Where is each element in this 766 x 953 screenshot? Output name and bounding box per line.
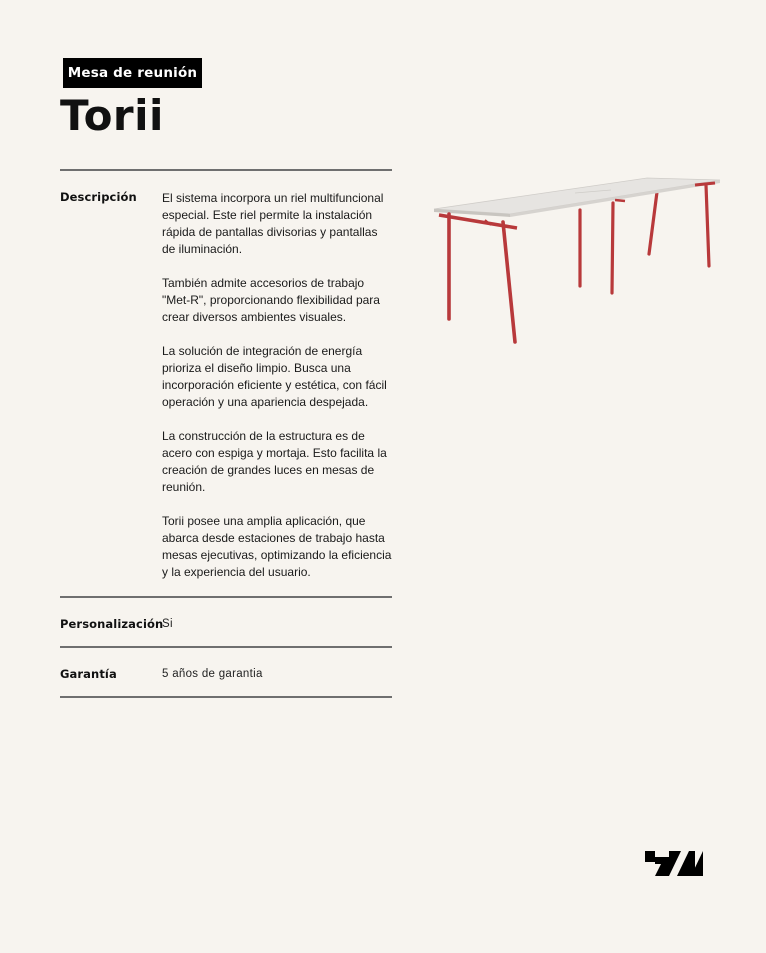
brand-logo-icon xyxy=(645,851,703,876)
table-product-image xyxy=(425,170,725,350)
category-tag: Mesa de reunión xyxy=(63,58,202,88)
warranty-label: Garantía xyxy=(60,667,117,681)
description-paragraph: La solución de integración de energía prioriza el diseño limpio. Busca una incorporación eficiente y estética, con fácil operación y una apariencia despejada. xyxy=(162,344,387,409)
customization-value: Si xyxy=(162,618,173,630)
divider xyxy=(60,696,392,698)
description-paragraph: También admite accesorios de trabajo "Met-R", proporcionando flexibilidad para crear diversos ambientes visuales. xyxy=(162,276,380,324)
divider xyxy=(60,169,392,171)
description-paragraph: La construcción de la estructura es de acero con espiga y mortaja. Esto facilita la creación de grandes luces en mesas de reunión. xyxy=(162,429,387,494)
customization-label: Personalización xyxy=(60,617,164,631)
description-label: Descripción xyxy=(60,190,137,204)
product-title: Torii xyxy=(60,91,164,140)
description-paragraph: Torii posee una amplia aplicación, que abarca desde estaciones de trabajo hasta mesas ejecutivas, optimizando la eficiencia y la experiencia del usuario. xyxy=(162,514,392,579)
warranty-value: 5 años de garantia xyxy=(162,668,263,680)
divider xyxy=(60,596,392,598)
description-paragraph: El sistema incorpora un riel multifuncional especial. Este riel permite la instalación rápida de pantallas divisorias y pantallas de iluminación. xyxy=(162,191,384,256)
divider xyxy=(60,646,392,648)
description-text xyxy=(162,190,394,581)
